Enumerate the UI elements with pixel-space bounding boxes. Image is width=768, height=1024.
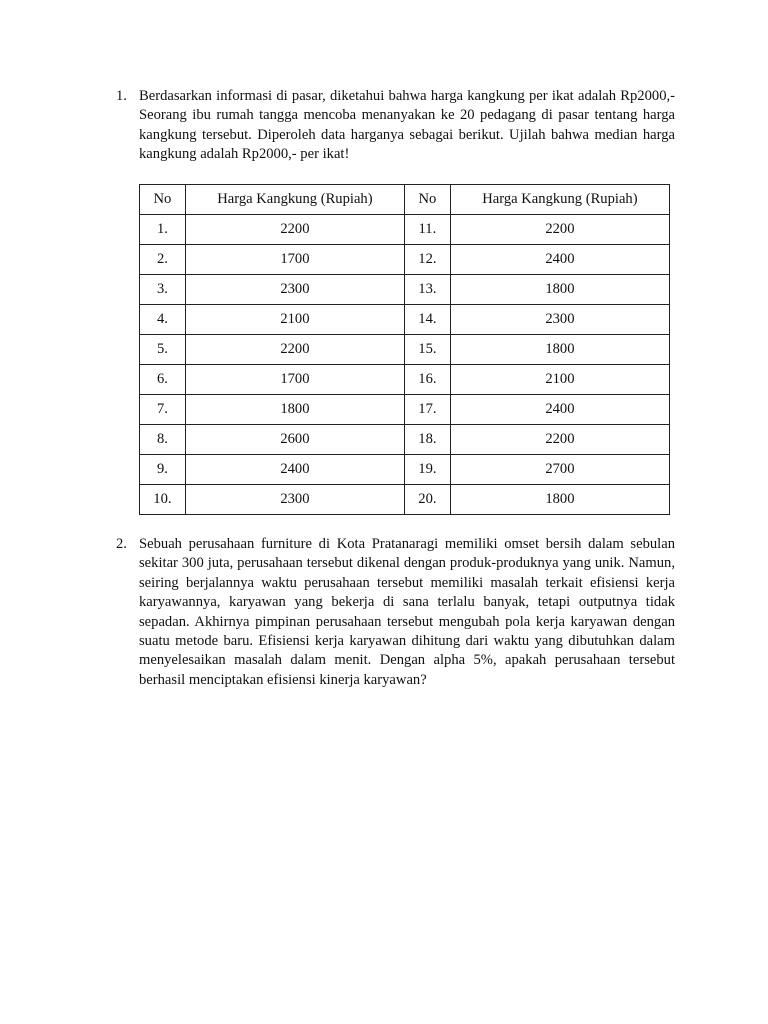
row-no-right: 14. [404,305,450,335]
row-price-left: 2200 [185,215,404,245]
row-price-right: 1800 [450,485,669,515]
row-no-left: 8. [140,425,186,455]
row-no-left: 7. [140,395,186,425]
row-price-left: 2300 [185,485,404,515]
row-price-right: 2700 [450,455,669,485]
table-row [140,485,670,515]
question-1 [116,87,675,165]
row-no-right: 17. [404,395,450,425]
row-price-right: 1800 [450,275,669,305]
question-2-number: 2. [116,536,127,552]
row-price-left: 2400 [185,455,404,485]
row-price-right: 2200 [450,425,669,455]
row-no-right: 19. [404,455,450,485]
table-body [140,215,670,515]
row-no-left: 6. [140,365,186,395]
table-row [140,335,670,365]
row-no-right: 15. [404,335,450,365]
row-no-right: 12. [404,245,450,275]
row-price-left: 1800 [185,395,404,425]
row-no-right: 13. [404,275,450,305]
header-no-2: No [404,185,450,215]
table-row [140,365,670,395]
row-no-right: 20. [404,485,450,515]
row-no-left: 10. [140,485,186,515]
table-row [140,455,670,485]
row-price-left: 2200 [185,335,404,365]
table-row [140,395,670,425]
question-2 [116,535,675,690]
row-price-right: 1800 [450,335,669,365]
table-row [140,245,670,275]
row-price-left: 2600 [185,425,404,455]
row-price-right: 2400 [450,395,669,425]
table-header-row [140,185,670,215]
question-2-text: Sebuah perusahaan furniture di Kota Pratanaragi memiliki omset bersih dalam sebulan sekitar 300 juta, perusahaan tersebut dikenal dengan produk-produknya yang unik. Namun, seiring berjalannya waktu perusahaan tersebut memiliki masalah terkait efisiensi kerja karyawannya, karyawan yang bekerja di sana terlalu banyak, tetapi outputnya tidak sepadan. Akhirnya pimpinan perusahaan tersebut mengubah pola kerja karyawan dengan suatu metode baru. Efisiensi kerja karyawan dihitung dari waktu yang dibutuhkan dalam menyelesaikan masalah dalam menit. Dengan alpha 5%, apakah perusahaan tersebut berhasil menciptakan efisiensi kinerja karyawan? [139,536,675,688]
row-price-right: 2200 [450,215,669,245]
table-row [140,305,670,335]
row-no-right: 11. [404,215,450,245]
question-1-number: 1. [116,88,127,104]
table-row [140,425,670,455]
row-no-left: 2. [140,245,186,275]
row-price-left: 2300 [185,275,404,305]
row-no-left: 4. [140,305,186,335]
row-price-right: 2400 [450,245,669,275]
row-price-left: 2100 [185,305,404,335]
row-no-right: 16. [404,365,450,395]
row-price-right: 2300 [450,305,669,335]
row-no-left: 5. [140,335,186,365]
question-1-text: Berdasarkan informasi di pasar, diketahui bahwa harga kangkung per ikat adalah Rp2000,- Seorang ibu rumah tangga mencoba menanyakan ke 20 pedagang di pasar tentang harga kangkung tersebut. Diperoleh data harganya sebagai berikut. Ujilah bahwa median harga kangkung adalah Rp2000,- per ikat! [139,88,675,163]
row-no-left: 3. [140,275,186,305]
row-price-right: 2100 [450,365,669,395]
price-table [139,184,670,515]
header-price-1: Harga Kangkung (Rupiah) [185,185,404,215]
row-no-left: 9. [140,455,186,485]
row-price-left: 1700 [185,245,404,275]
table-row [140,275,670,305]
header-no-1: No [140,185,186,215]
row-no-right: 18. [404,425,450,455]
header-price-2: Harga Kangkung (Rupiah) [450,185,669,215]
row-no-left: 1. [140,215,186,245]
table-row [140,215,670,245]
row-price-left: 1700 [185,365,404,395]
